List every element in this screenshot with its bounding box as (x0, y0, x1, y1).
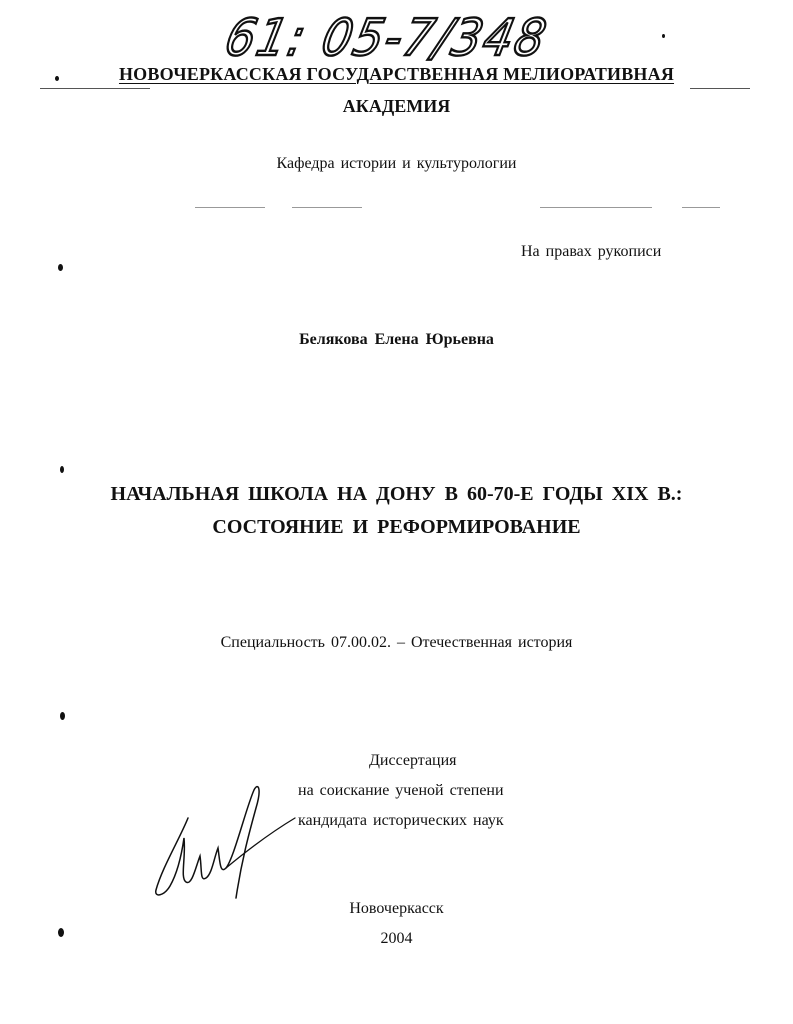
separator-rule-1 (195, 207, 265, 208)
city-name: Новочеркасск (349, 900, 444, 917)
scan-speck (662, 34, 665, 38)
scan-speck (60, 712, 65, 720)
title-line2: СОСТОЯНИЕ И РЕФОРМИРОВАНИЕ (212, 516, 581, 538)
handwritten-archive-code (220, 2, 553, 68)
scan-speck (55, 76, 59, 81)
header-right-rule (690, 88, 750, 89)
department-name: Кафедра истории и культурологии (276, 155, 517, 172)
scan-speck (58, 928, 64, 937)
specialty-line: Специальность 07.00.02. – Отечественная история (220, 634, 573, 651)
header-left-rule (40, 88, 150, 89)
handwritten-signature (150, 778, 300, 908)
year: 2004 (380, 930, 413, 947)
separator-rule-4 (682, 207, 720, 208)
candidate-line: кандидата исторических наук (298, 812, 504, 829)
title-line1: НАЧАЛЬНАЯ ШКОЛА НА ДОНУ В 60-70-Е ГОДЫ XIX В.: (110, 483, 683, 505)
scan-speck (58, 264, 63, 271)
institution-name-line2: АКАДЕМИЯ (342, 96, 451, 116)
separator-rule-2 (292, 207, 362, 208)
separator-rule-3 (540, 207, 652, 208)
author-name: Белякова Елена Юрьевна (299, 331, 494, 348)
scan-speck (60, 466, 64, 473)
dissertation-label: Диссертация (369, 752, 457, 769)
degree-line: на соискание ученой степени (298, 782, 504, 799)
archive-code-text: 61: 05-7/348 (220, 8, 553, 68)
manuscript-rights-note: На правах рукописи (521, 243, 662, 260)
dissertation-title (0, 478, 793, 544)
institution-name-line1: НОВОЧЕРКАССКАЯ ГОСУДАРСТВЕННАЯ МЕЛИОРАТИВНАЯ (118, 64, 675, 84)
